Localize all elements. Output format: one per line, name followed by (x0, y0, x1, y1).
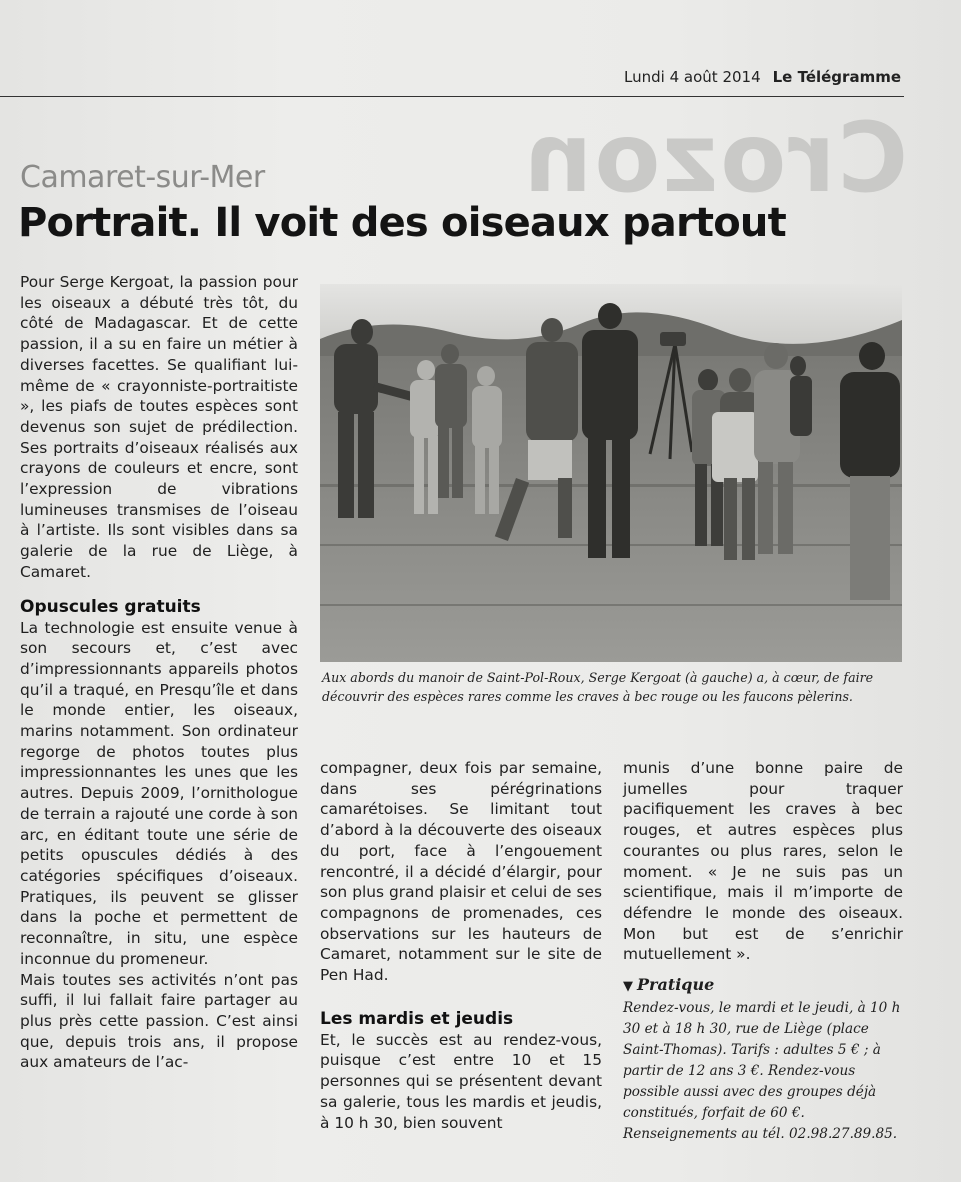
article-title: Portrait. Il voit des oiseaux partout (18, 200, 786, 246)
header-date: Lundi 4 août 2014 (624, 68, 761, 86)
pratique-info: Rendez-vous, le mardi et le jeudi, à 10 h 30 et à 18 h 30, rue de Liège (place Saint-Thomas). Tarifs : adultes 5 € ; à partir de 12 ans 3 €. Rendez-vous possible aussi avec des groupes déjà constitués, forfait de 60 €. Renseignements au tél. 02.98.27.89.85. (623, 999, 901, 1142)
subheading-opuscules: Opuscules gratuits (20, 596, 201, 617)
photo-caption: Aux abords du manoir de Saint-Pol-Roux, Serge Kergoat (à gauche) a, à cœur, de faire découvrir des espèces rares comme les craves à bec rouge ou les faucons pèlerins. (322, 670, 874, 704)
bleed-through-masthead: Crozon (522, 102, 908, 214)
paragraph: compagner, deux fois par semaine, dans ses pérégrinations camarétoises. Se limitant tout d’abord à la découverte des oiseaux du port, face à l’engouement rencontré, il a décidé d’élargir, pour son plus grand plaisir et celui de ses compagnons de promenades, ces observations sur les hauteurs de Camaret, notamment sur le site de Pen Had. (320, 759, 602, 985)
paragraph: munis d’une bonne paire de jumelles pour traquer pacifiquement les craves à bec rouges, et autres espèces plus courantes ou plus rares, selon le moment. « Je ne suis pas un scientifique, mais il m’importe de défendre le monde des oiseaux. Mon but est de s’enrichir mutuellement ». (623, 759, 903, 964)
article-kicker: Camaret-sur-Mer (20, 160, 265, 195)
pratique-heading (623, 975, 903, 998)
triangle-down-icon: ▼ (623, 979, 633, 995)
article-column-2 (320, 758, 602, 1133)
paragraph: La technologie est ensuite venue à son secours et, c’est avec d’impressionnants appareils photos qu’il a traqué, en Presqu’île et dans le monde entier, les oiseaux, marins notamment. Son ordinateur regorge de photos toutes plus impressionnantes les unes que les autres. Depuis 2009, l’ornithologue de terrain a rajouté une corde à son arc, en éditant toute une série de petits opuscules dédiés à des catégories spécifiques d’oiseaux. Pratiques, ils peuvent se glisser dans la poche et permettent de reconnaître, in situ, une espèce inconnue du promeneur. (20, 618, 298, 968)
article-column-3 (623, 758, 903, 1145)
header-rule (0, 96, 904, 97)
pratique-heading-label: Pratique (637, 975, 715, 995)
birdwatching-group-photo-icon (320, 284, 902, 662)
subheading-mardis-jeudis: Les mardis et jeudis (320, 1008, 514, 1029)
page-header (624, 68, 901, 86)
paragraph: Mais toutes ses activités n’ont pas suffi, il lui fallait faire partager au plus près cette passion. C’est ainsi que, depuis trois ans, il propose aux amateurs de l’ac- (20, 970, 298, 1072)
header-newspaper-name: Le Télégramme (772, 68, 901, 86)
paragraph: Et, le succès est au rendez-vous, puisque c’est entre 10 et 15 personnes qui se présentent devant sa galerie, tous les mardis et jeudis, à 10 h 30, bien souvent (320, 1030, 602, 1132)
paragraph: Pour Serge Kergoat, la passion pour les oiseaux a débuté très tôt, du côté de Madagascar. Et de cette passion, il a su en faire un métier à diverses facettes. Se qualifiant lui-même de « crayonniste-portraitiste », les piafs de toutes espèces sont devenus son sujet de prédilection. Ses portraits d’oiseaux réalisés aux crayons de couleurs et encre, sont l’expression de vibrations lumineuses transmises de l’oiseau à l’artiste. Ils sont visibles dans sa galerie de la rue de Liège, à Camaret. (20, 273, 298, 581)
article-column-1 (20, 272, 298, 1073)
